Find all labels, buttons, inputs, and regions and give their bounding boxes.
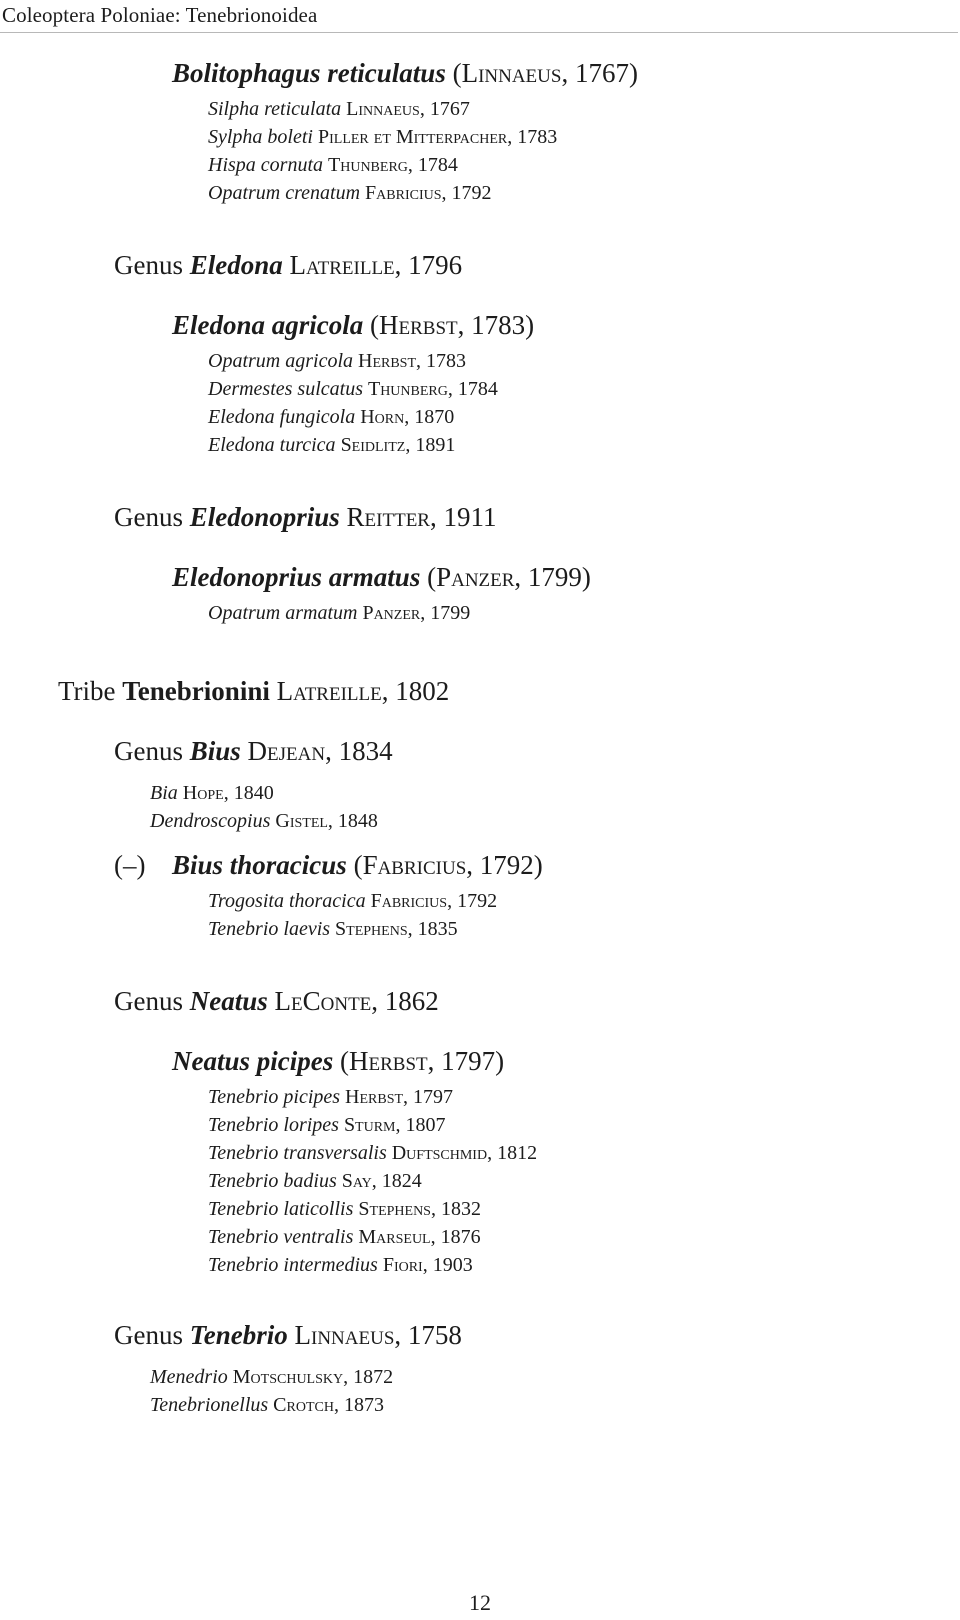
author-year: , 1783) <box>457 310 535 340</box>
rank-label: Genus <box>114 986 183 1016</box>
synonym-entry <box>208 434 455 457</box>
genus-synonym-entry <box>150 782 274 805</box>
author-name: Panzer <box>362 602 421 624</box>
rank-label: Genus <box>114 250 183 280</box>
author-name: Herbst <box>345 1086 404 1108</box>
synonym-name: Tenebrio badius <box>208 1170 337 1192</box>
author-name: Sturm <box>343 1114 396 1136</box>
synonym-name: Tenebrio intermedius <box>208 1254 378 1276</box>
author-name: Stephens <box>335 918 408 940</box>
author-year: , 1799 <box>420 602 471 624</box>
author-year: , 1834 <box>325 736 393 766</box>
species-entry <box>172 1046 504 1077</box>
genus-name: Bius <box>189 736 241 766</box>
author-year: , 1792 <box>447 890 498 912</box>
author-name: Motschulsky <box>232 1366 344 1388</box>
synonym-name: Tenebrio laevis <box>208 918 331 940</box>
author-name: Herbst <box>379 310 458 340</box>
author-open-paren: ( <box>353 850 363 880</box>
author-name: Hope <box>182 782 224 804</box>
author-year: , 1840 <box>223 782 274 804</box>
tribe-name: Tenebrionini <box>122 676 270 706</box>
species-name: Bius thoracicus <box>172 850 347 880</box>
genus-name: Eledona <box>189 250 283 280</box>
author-year: , 1767) <box>561 58 638 88</box>
author-name: Stephens <box>358 1198 431 1220</box>
synonym-name: Hispa cornuta <box>208 154 323 176</box>
author-name: Marseul <box>358 1226 431 1248</box>
author-name: Piller et Mitterpacher <box>317 126 508 148</box>
author-year: , 1911 <box>429 502 497 532</box>
synonym-entry <box>208 126 557 149</box>
genus-synonym-entry <box>150 1394 384 1417</box>
author-name: Herbst <box>349 1046 428 1076</box>
synonym-entry <box>208 1142 537 1165</box>
author-name: Crotch <box>273 1394 334 1416</box>
species-name: Eledona agricola <box>172 310 364 340</box>
author-name: Latreille <box>289 250 395 280</box>
genus-heading <box>114 986 439 1017</box>
synonym-entry <box>208 378 498 401</box>
author-name: Fabricius <box>370 890 448 912</box>
synonym-entry <box>208 98 470 121</box>
species-name: Neatus picipes <box>172 1046 334 1076</box>
synonym-entry <box>208 406 454 429</box>
synonym-entry <box>208 1198 481 1221</box>
running-header <box>0 0 958 33</box>
species-entry <box>172 58 638 89</box>
author-year: , 1799) <box>514 562 591 592</box>
author-name: Latreille <box>276 676 382 706</box>
species-entry <box>114 850 543 881</box>
genus-synonym-entry <box>150 810 378 833</box>
author-year: , 1796 <box>394 250 463 280</box>
author-name: Say <box>341 1170 372 1192</box>
genus-heading <box>114 250 462 281</box>
author-year: , 1876 <box>430 1226 481 1248</box>
synonym-entry <box>208 1226 481 1249</box>
genus-heading <box>114 1320 462 1351</box>
author-year: , 1862 <box>371 986 439 1016</box>
author-open-paren: ( <box>340 1046 349 1076</box>
author-name: Linnaeus <box>461 58 562 88</box>
synonym-entry <box>208 918 458 941</box>
synonym-name: Dendroscopius <box>150 810 271 832</box>
author-year: , 1784 <box>407 154 458 176</box>
synonym-entry <box>208 1254 473 1277</box>
author-year: , 1784 <box>447 378 498 400</box>
synonym-entry <box>208 154 458 177</box>
author-name: Fabricius <box>362 850 467 880</box>
author-year: , 1783 <box>416 350 467 372</box>
genus-heading <box>114 736 393 767</box>
synonym-name: Opatrum armatum <box>208 602 358 624</box>
synonym-name: Tenebrio picipes <box>208 1086 341 1108</box>
author-name: Horn <box>360 406 405 428</box>
author-year: , 1797 <box>403 1086 454 1108</box>
author-year: , 1792 <box>441 182 492 204</box>
author-year: , 1832 <box>430 1198 481 1220</box>
genus-name: Eledonoprius <box>189 502 340 532</box>
author-year: , 1783 <box>507 126 558 148</box>
author-name: Linnaeus <box>294 1320 395 1350</box>
synonym-name: Silpha reticulata <box>208 98 342 120</box>
synonym-entry <box>208 1170 422 1193</box>
author-year: , 1870 <box>404 406 455 428</box>
author-open-paren: ( <box>452 58 462 88</box>
genus-heading <box>114 502 496 533</box>
author-year: , 1807 <box>395 1114 446 1136</box>
rank-label: Genus <box>114 736 183 766</box>
synonym-entry <box>208 182 492 205</box>
author-name: Seidlitz <box>340 434 406 456</box>
genus-synonym-entry <box>150 1366 393 1389</box>
synonym-name: Menedrio <box>150 1366 228 1388</box>
genus-name: Neatus <box>189 986 268 1016</box>
synonym-name: Tenebrio ventralis <box>208 1226 354 1248</box>
author-open-paren: ( <box>427 562 437 592</box>
synonym-name: Tenebrionellus <box>150 1394 269 1416</box>
author-year: , 1797) <box>427 1046 505 1076</box>
synonym-name: Tenebrio loripes <box>208 1114 339 1136</box>
species-name: Bolitophagus reticulatus <box>172 58 446 88</box>
author-year: , 1824 <box>371 1170 422 1192</box>
author-open-paren: ( <box>370 310 380 340</box>
rank-label: Genus <box>114 1320 183 1350</box>
running-header-title: Coleoptera Poloniae: Tenebrionoidea <box>2 3 318 27</box>
author-year: , 1848 <box>327 810 378 832</box>
tribe-heading <box>58 676 449 707</box>
author-year: , 1767 <box>419 98 470 120</box>
synonym-name: Sylpha boleti <box>208 126 313 148</box>
author-name: Reitter <box>346 502 430 532</box>
species-name: Eledonoprius armatus <box>172 562 421 592</box>
synonym-entry <box>208 350 466 373</box>
author-name: Thunberg <box>367 378 448 400</box>
status-marker: (–) <box>114 850 146 880</box>
author-name: Dejean <box>247 736 326 766</box>
synonym-name: Dermestes sulcatus <box>208 378 363 400</box>
author-year: , 1891 <box>405 434 456 456</box>
author-name: Duftschmid <box>391 1142 488 1164</box>
author-name: Fabricius <box>365 182 442 204</box>
synonym-entry <box>208 1086 453 1109</box>
page-number: 12 <box>469 1590 491 1615</box>
author-year: , 1812 <box>487 1142 538 1164</box>
author-year: , 1792) <box>466 850 543 880</box>
synonym-name: Tenebrio laticollis <box>208 1198 354 1220</box>
author-name: Linnaeus <box>346 98 420 120</box>
author-year: , 1835 <box>407 918 458 940</box>
author-year: , 1903 <box>422 1254 473 1276</box>
genus-name: Tenebrio <box>189 1320 288 1350</box>
author-name: LeConte <box>274 986 372 1016</box>
species-entry <box>172 562 591 593</box>
author-name: Thunberg <box>328 154 408 176</box>
author-year: , 1758 <box>394 1320 462 1350</box>
author-year: , 1873 <box>333 1394 384 1416</box>
synonym-name: Trogosita thoracica <box>208 890 366 912</box>
synonym-name: Eledona fungicola <box>208 406 356 428</box>
synonym-entry <box>208 1114 446 1137</box>
synonym-entry <box>208 890 497 913</box>
species-entry <box>172 310 534 341</box>
rank-label: Genus <box>114 502 183 532</box>
synonym-entry <box>208 602 470 625</box>
author-name: Gistel <box>275 810 328 832</box>
author-name: Herbst <box>358 350 417 372</box>
synonym-name: Eledona turcica <box>208 434 336 456</box>
synonym-name: Opatrum agricola <box>208 350 353 372</box>
synonym-name: Opatrum crenatum <box>208 182 361 204</box>
author-year: , 1802 <box>381 676 450 706</box>
author-name: Fiori <box>382 1254 423 1276</box>
author-name: Panzer <box>436 562 515 592</box>
synonym-name: Tenebrio transversalis <box>208 1142 387 1164</box>
author-year: , 1872 <box>343 1366 394 1388</box>
synonym-name: Bia <box>150 782 178 804</box>
rank-label: Tribe <box>58 676 116 706</box>
